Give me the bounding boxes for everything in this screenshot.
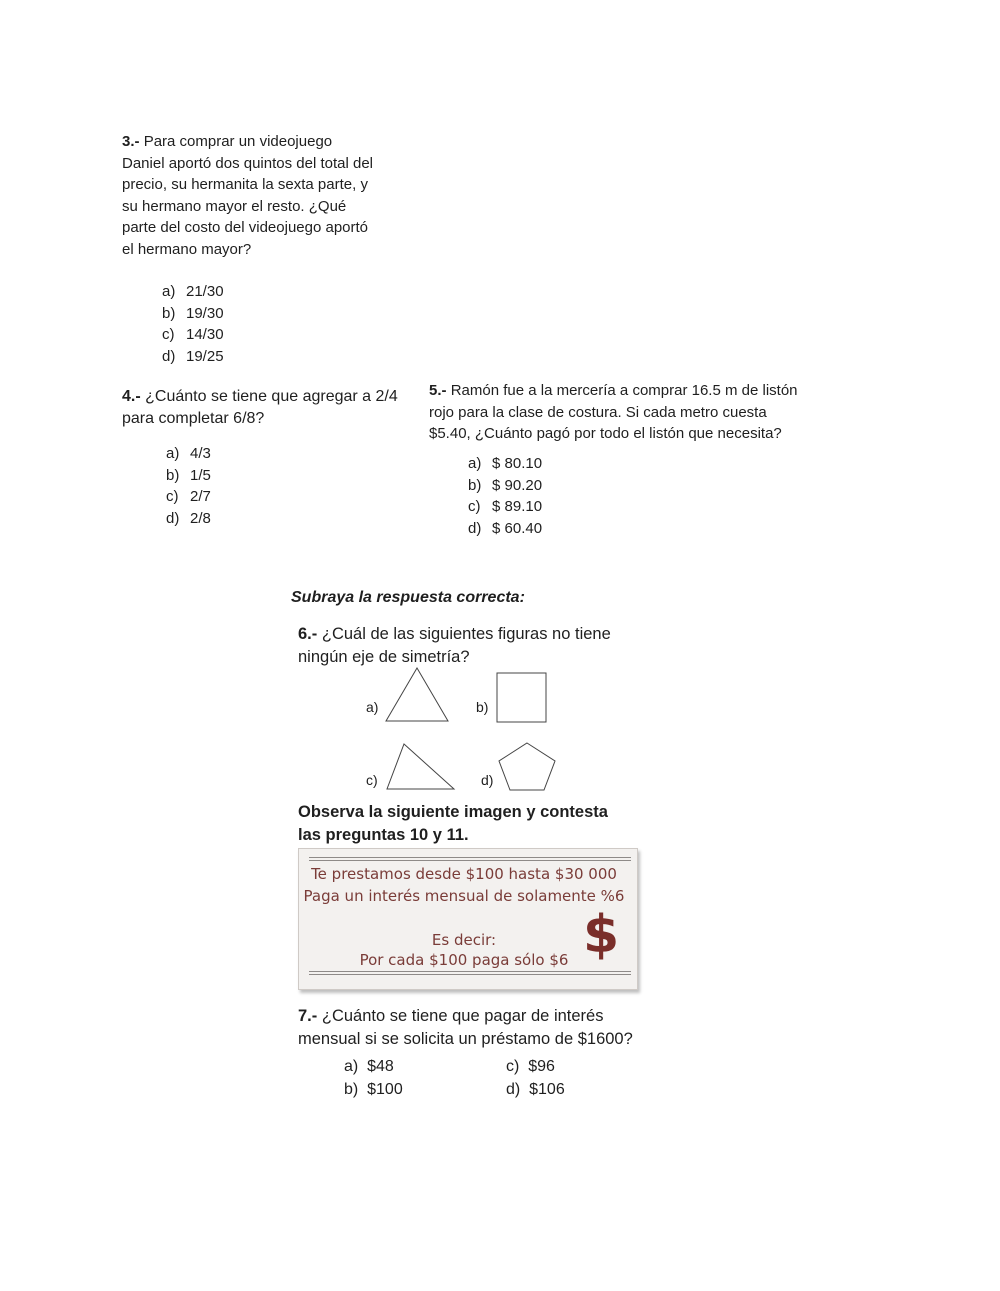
ad-bottom-rule-2 xyxy=(309,974,631,975)
option-a[interactable]: a) 4/3 xyxy=(166,445,211,462)
question-7 xyxy=(298,1005,678,1051)
ad-line-1: Te prestamos desde $100 hasta $30 000 xyxy=(311,865,617,883)
option-c[interactable]: c) $ 89.10 xyxy=(468,498,543,515)
question-5 xyxy=(429,380,849,445)
option-d[interactable]: d) 2/8 xyxy=(166,509,211,527)
option-b[interactable]: b) $ 90.20 xyxy=(468,476,543,494)
ad-top-rule-2 xyxy=(309,860,631,861)
shape-label-a: a) xyxy=(366,699,379,715)
question-3-line-6: el hermano mayor? xyxy=(122,240,252,258)
shape-label-b: b) xyxy=(476,699,489,715)
question-6-number: 6.- xyxy=(298,625,318,643)
observe-line-1: Observa la siguiente imagen y contesta xyxy=(298,803,608,821)
scalene-triangle-shape[interactable] xyxy=(384,742,456,792)
question-6 xyxy=(298,623,658,669)
instruction-heading: Subraya la respuesta correcta: xyxy=(291,589,525,606)
square-shape[interactable] xyxy=(496,672,548,724)
ad-line-2: Paga un interés mensual de solamente %6 xyxy=(303,887,625,905)
option-c[interactable]: c) $96 xyxy=(506,1058,555,1075)
question-3 xyxy=(122,131,412,260)
ad-line-3: Es decir: xyxy=(431,931,497,949)
question-7-line-1: 7.- ¿Cuánto se tiene que pagar de interés xyxy=(298,1007,604,1025)
question-3-line-1: 3.- Para comprar un videojuego xyxy=(122,133,333,150)
option-d[interactable]: d) $106 xyxy=(506,1081,565,1098)
pentagon-shape[interactable] xyxy=(496,741,558,793)
shape-label-c: c) xyxy=(366,772,378,788)
option-a[interactable]: a) 21/30 xyxy=(162,283,224,300)
option-c[interactable]: c) 14/30 xyxy=(162,326,224,343)
observe-heading xyxy=(298,801,608,847)
question-3-line-4: su hermano mayor el resto. ¿Qué xyxy=(122,197,347,215)
option-d[interactable]: d) $ 60.40 xyxy=(468,519,543,537)
question-5-line-1: 5.- Ramón fue a la mercería a comprar 16.5 m de listón xyxy=(429,382,798,399)
question-5-number: 5.- xyxy=(429,382,447,399)
option-b[interactable]: b) 1/5 xyxy=(166,466,211,484)
question-4 xyxy=(122,386,422,429)
ad-top-rule xyxy=(309,857,631,858)
question-6-line-1: 6.- ¿Cuál de las siguientes figuras no tiene xyxy=(298,625,611,643)
question-4-number: 4.- xyxy=(122,388,141,405)
option-d[interactable]: d) 19/25 xyxy=(162,347,224,365)
option-b[interactable]: b) 19/30 xyxy=(162,304,224,322)
observe-line-2: las preguntas 10 y 11. xyxy=(298,826,469,844)
shape-label-d: d) xyxy=(481,772,494,788)
question-3-line-3: precio, su hermanita la sexta parte, y xyxy=(122,176,368,193)
question-7-number: 7.- xyxy=(298,1007,318,1025)
option-a[interactable]: a) $ 80.10 xyxy=(468,455,543,472)
question-5-options xyxy=(468,453,542,539)
ad-bottom-rule xyxy=(309,971,631,972)
option-a[interactable]: a) $48 xyxy=(344,1058,394,1075)
question-6-line-2: ningún eje de simetría? xyxy=(298,648,470,666)
question-4-options xyxy=(166,443,211,529)
question-4-line-2: para completar 6/8? xyxy=(122,409,265,427)
question-3-line-2: Daniel aportó dos quintos del total del xyxy=(122,154,374,172)
question-5-line-2: rojo para la clase de costura. Si cada metro cuesta xyxy=(429,403,767,421)
question-3-number: 3.- xyxy=(122,133,140,150)
option-b[interactable]: b) $100 xyxy=(344,1081,403,1098)
question-5-line-3: $5.40, ¿Cuánto pagó por todo el listón que necesita? xyxy=(429,425,782,442)
question-3-options xyxy=(162,281,224,367)
loan-advertisement xyxy=(298,848,638,990)
option-c[interactable]: c) 2/7 xyxy=(166,488,211,505)
question-4-line-1: 4.- ¿Cuánto se tiene que agregar a 2/4 xyxy=(122,388,398,405)
ad-line-4: Por cada $100 paga sólo $6 xyxy=(359,951,569,969)
question-7-line-2: mensual si se solicita un préstamo de $1600? xyxy=(298,1030,633,1048)
equilateral-triangle-shape[interactable] xyxy=(384,666,450,724)
question-3-line-5: parte del costo del videojuego aportó xyxy=(122,219,369,236)
dollar-icon: $ xyxy=(583,905,620,965)
